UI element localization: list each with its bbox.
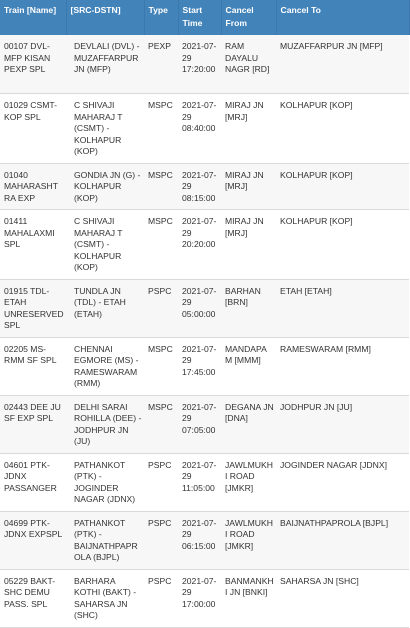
train-type-cell: PSPC [144, 569, 178, 627]
cancel-from-cell: JAWLMUKHI ROAD [JMKR] [221, 511, 276, 569]
cancel-to-cell: KOLHAPUR [KOP] [276, 210, 409, 280]
table-body [0, 35, 409, 627]
train-type-cell: MSPC [144, 337, 178, 395]
table-row [0, 453, 409, 511]
cancel-from-cell: MIRAJ JN [MRJ] [221, 210, 276, 280]
train-name-cell: 05229 BAKT-SHC DEMU PASS. SPL [0, 569, 66, 627]
cancel-from-cell: JAWLMUKHI ROAD [JMKR] [221, 453, 276, 511]
src-dstn-cell: C SHIVAJI MAHARAJ T (CSMT) - KOLHAPUR (KOP) [66, 94, 144, 164]
train-type-cell: PSPC [144, 279, 178, 337]
src-dstn-cell: C SHIVAJI MAHARAJ T (CSMT) - KOLHAPUR (KOP) [66, 210, 144, 280]
src-dstn-cell: TUNDLA JN (TDL) - ETAH (ETAH) [66, 279, 144, 337]
src-dstn-cell: DELHI SARAI ROHILLA (DEE) - JODHPUR JN (JU) [66, 395, 144, 453]
column-header-cancel-from-label: Cancel From [225, 5, 254, 28]
table-row [0, 395, 409, 453]
start-time-cell: 2021-07-29 17:20:00 [178, 35, 221, 94]
train-name-cell: 02443 DEE JU SF EXP SPL [0, 395, 66, 453]
cancel-from-cell: RAM DAYALU NAGR [RD] [221, 35, 276, 94]
train-name-cell: 01040 MAHARASHTRA EXP [0, 163, 66, 210]
column-header-start-time-label: Start Time [182, 5, 203, 28]
train-name-cell: 04699 PTK-JDNX EXPSPL [0, 511, 66, 569]
cancel-to-cell: BAIJNATHPAPROLA [BJPL] [276, 511, 409, 569]
cancel-from-cell: MANDAPAM [MMM] [221, 337, 276, 395]
start-time-cell: 2021-07-29 20:20:00 [178, 210, 221, 280]
cancel-to-cell: JODHPUR JN [JU] [276, 395, 409, 453]
train-name-cell: 01411 MAHALAXMI SPL [0, 210, 66, 280]
column-header-train[interactable] [0, 0, 66, 35]
cancel-to-cell: SAHARSA JN [SHC] [276, 569, 409, 627]
src-dstn-cell: PATHANKOT (PTK) - JOGINDER NAGAR (JDNX) [66, 453, 144, 511]
start-time-cell: 2021-07-29 17:45:00 [178, 337, 221, 395]
train-type-cell: MSPC [144, 94, 178, 164]
table-row [0, 163, 409, 210]
start-time-cell: 2021-07-29 06:15:00 [178, 511, 221, 569]
train-name-cell: 04601 PTK-JDNX PASSANGER [0, 453, 66, 511]
train-type-cell: PEXP [144, 35, 178, 94]
src-dstn-cell: PATHANKOT (PTK) - BAIJNATHPAPROLA (BJPL) [66, 511, 144, 569]
start-time-cell: 2021-07-29 07:05:00 [178, 395, 221, 453]
table-row [0, 511, 409, 569]
train-type-cell: PSPC [144, 453, 178, 511]
src-dstn-cell: CHENNAI EGMORE (MS) - RAMESWARAM (RMM) [66, 337, 144, 395]
start-time-cell: 2021-07-29 05:00:00 [178, 279, 221, 337]
train-type-cell: MSPC [144, 163, 178, 210]
column-header-cancel-to-label: Cancel To [280, 5, 321, 15]
table-row [0, 35, 409, 94]
table-header [0, 0, 409, 35]
cancel-from-cell: BANMANKHI JN [BNKI] [221, 569, 276, 627]
table-row [0, 569, 409, 627]
train-name-cell: 02205 MS-RMM SF SPL [0, 337, 66, 395]
src-dstn-cell: GONDIA JN (G) - KOLHAPUR (KOP) [66, 163, 144, 210]
table-row [0, 210, 409, 280]
cancel-to-cell: KOLHAPUR [KOP] [276, 94, 409, 164]
train-type-cell: MSPC [144, 395, 178, 453]
src-dstn-cell: DEVLALI (DVL) - MUZAFFARPUR JN (MFP) [66, 35, 144, 94]
column-header-type-label: Type [148, 5, 168, 15]
column-header-cancel-from[interactable] [221, 0, 276, 35]
table-row [0, 337, 409, 395]
column-header-start-time[interactable] [178, 0, 221, 35]
cancel-to-cell: KOLHAPUR [KOP] [276, 163, 409, 210]
header-row [0, 0, 409, 35]
cancel-from-cell: MIRAJ JN [MRJ] [221, 94, 276, 164]
train-name-cell: 01029 CSMT-KOP SPL [0, 94, 66, 164]
cancel-to-cell: RAMESWARAM [RMM] [276, 337, 409, 395]
column-header-type[interactable] [144, 0, 178, 35]
start-time-cell: 2021-07-29 08:15:00 [178, 163, 221, 210]
cancel-from-cell: MIRAJ JN [MRJ] [221, 163, 276, 210]
train-type-cell: MSPC [144, 210, 178, 280]
column-header-cancel-to[interactable] [276, 0, 409, 35]
column-header-src-dstn-label: [SRC-DSTN] [70, 5, 121, 15]
train-name-cell: 01915 TDL-ETAH UNRESERVED SPL [0, 279, 66, 337]
start-time-cell: 2021-07-29 17:00:00 [178, 569, 221, 627]
cancel-to-cell: JOGINDER NAGAR [JDNX] [276, 453, 409, 511]
start-time-cell: 2021-07-29 11:05:00 [178, 453, 221, 511]
cancel-to-cell: ETAH [ETAH] [276, 279, 409, 337]
column-header-src-dstn[interactable] [66, 0, 144, 35]
table-row [0, 94, 409, 164]
column-header-train-label: Train [Name] [4, 5, 57, 15]
train-type-cell: PSPC [144, 511, 178, 569]
src-dstn-cell: BARHARA KOTHI (BAKT) - SAHARSA JN (SHC) [66, 569, 144, 627]
cancel-from-cell: DEGANA JN [DNA] [221, 395, 276, 453]
start-time-cell: 2021-07-29 08:40:00 [178, 94, 221, 164]
cancel-to-cell: MUZAFFARPUR JN [MFP] [276, 35, 409, 94]
table-row [0, 279, 409, 337]
train-name-cell: 00107 DVL-MFP KISAN PEXP SPL [0, 35, 66, 94]
cancel-from-cell: BARHAN [BRN] [221, 279, 276, 337]
